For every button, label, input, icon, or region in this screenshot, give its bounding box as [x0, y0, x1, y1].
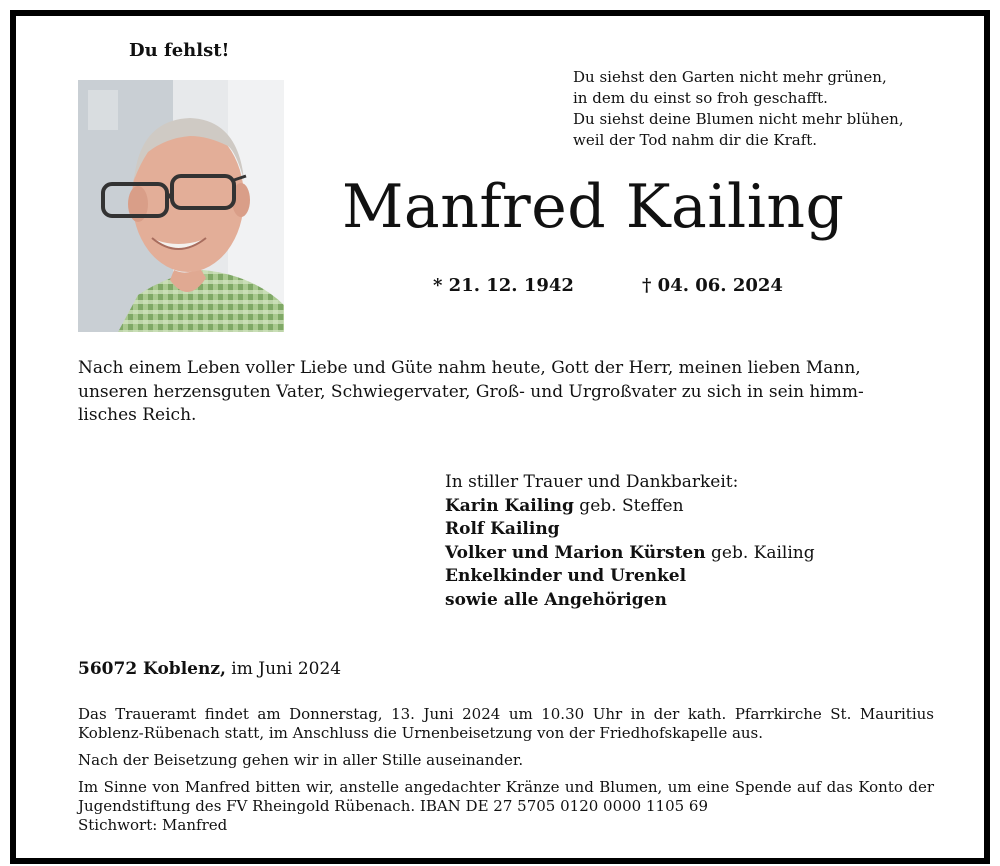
mourner-name: Rolf Kailing	[445, 519, 560, 539]
poem-line: Du siehst deine Blumen nicht mehr blühen,	[573, 110, 904, 128]
mourner-name: Enkelkinder und Urenkel	[445, 566, 687, 586]
portrait-photo	[78, 80, 284, 332]
mourner-entry	[445, 495, 815, 519]
place-month: im Juni 2024	[225, 659, 342, 679]
place-city: 56072 Koblenz,	[78, 659, 226, 679]
poem-line: Du siehst den Garten nicht mehr grünen,	[573, 68, 887, 86]
intro-line: Nach einem Leben voller Liebe und Güte nahm heute, Gott der Herr, meinen lieben Mann,	[78, 358, 861, 378]
funeral-info	[78, 705, 934, 843]
mourners-heading: In stiller Trauer und Dankbarkeit:	[445, 472, 739, 492]
death-date: † 04. 06. 2024	[642, 275, 783, 296]
donation-text: Im Sinne von Manfred bitten wir, anstelle angedachter Kränze und Blumen, um eine Spende auf das Konto der Jugendstiftung des FV Rheingold Rübenach. IBAN DE 27 5705 0120 0000 1105 69	[78, 778, 934, 815]
mourner-name: Volker und Marion Kürsten	[445, 542, 706, 563]
after-text: Nach der Beisetzung gehen wir in aller Stille auseinander.	[78, 751, 524, 769]
keyword-text: Stichwort: Manfred	[78, 816, 228, 834]
headline: Du fehlst!	[129, 40, 230, 61]
poem-line: in dem du einst so froh geschafft.	[573, 89, 828, 107]
mourner-entry	[445, 565, 815, 589]
mourner-name: sowie alle Angehörigen	[445, 589, 667, 610]
mourner-entry	[445, 542, 815, 566]
birth-date: * 21. 12. 1942	[433, 275, 574, 296]
deceased-name: Manfred Kailing	[342, 172, 845, 242]
mourners-block	[445, 471, 815, 612]
poem	[573, 67, 904, 151]
intro-line: unseren herzensguten Vater, Schwiegervater, Groß- und Urgroßvater zu sich in sein himm-	[78, 381, 864, 402]
obituary-notice	[10, 10, 990, 864]
intro-text	[78, 357, 936, 428]
poem-line: weil der Tod nahm dir die Kraft.	[573, 131, 818, 149]
intro-line: lisches Reich.	[78, 405, 197, 425]
mourner-name: Karin Kailing	[445, 495, 574, 516]
mourner-entry	[445, 589, 815, 613]
place-date	[78, 659, 341, 679]
funeral-text: Das Traueramt findet am Donnerstag, 13. Juni 2024 um 10.30 Uhr in der kath. Pfarrkirche St. Mauritius Koblenz-Rübenach statt, im Anschluss die Urnenbeisetzung von der Friedhofskapelle aus.	[78, 705, 934, 742]
mourner-suffix: geb. Kailing	[705, 542, 815, 563]
mourner-entry	[445, 518, 815, 542]
mourner-suffix: geb. Steffen	[573, 495, 684, 516]
